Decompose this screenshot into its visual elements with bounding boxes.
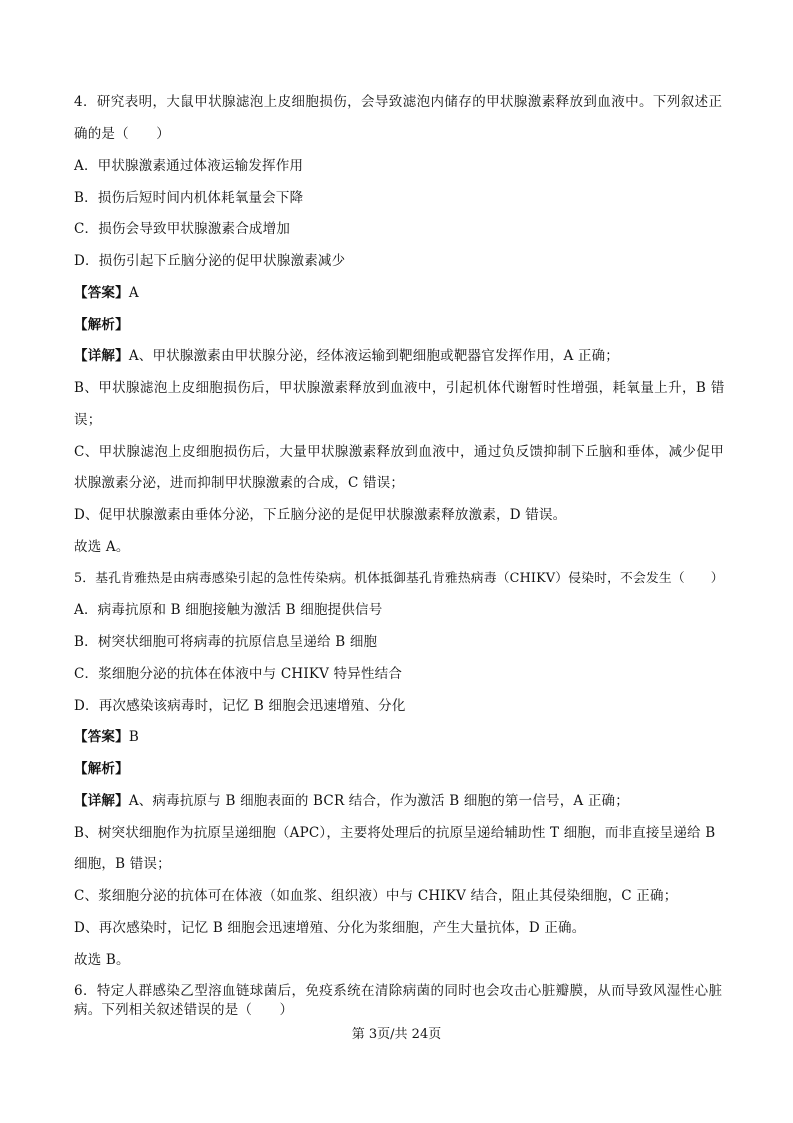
q4-detail-a bbox=[74, 346, 724, 366]
q4-detail-tag: 【详解】 bbox=[74, 348, 129, 364]
q4-answer-value: A bbox=[128, 285, 139, 301]
q4-detail-b-line-2: 误； bbox=[74, 412, 102, 428]
q5-option-c: C．浆细胞分泌的抗体在体液中与 CHIKV 特异性结合 bbox=[74, 666, 403, 682]
q4-detail-c-line-2: 状腺激素分泌，进而抑制甲状腺激素的合成，C 错误； bbox=[74, 475, 405, 491]
q5-detail-a-text: A、病毒抗原与 B 细胞表面的 BCR 结合，作为激活 B 细胞的第一信号，A 正确； bbox=[128, 793, 629, 809]
q4-detail-c-line-1: C、甲状腺滤泡上皮细胞损伤后，大量甲状腺激素释放到血液中，通过负反馈抑制下丘脑和垂体，减少促甲 bbox=[74, 444, 725, 460]
q5-analysis bbox=[74, 759, 724, 779]
q4-option-d: D．损伤引起下丘脑分泌的促甲状腺激素减少 bbox=[74, 253, 346, 269]
q4-stem-line-2: 确的是（ ） bbox=[74, 126, 170, 142]
q4-answer-tag: 【答案】 bbox=[74, 285, 129, 301]
q5-conclusion: 故选 B。 bbox=[74, 952, 130, 968]
q5-option-d: D．再次感染该病毒时，记忆 B 细胞会迅速增殖、分化 bbox=[74, 698, 406, 714]
q5-stem-line-1: 5．基孔肯雅热是由病毒感染引起的急性传染病。机体抵御基孔肯雅热病毒（CHIKV）侵染时，不会发生（ ） bbox=[74, 571, 724, 586]
q4-option-b: B．损伤后短时间内机体耗氧量会下降 bbox=[74, 190, 304, 206]
q4-option-a: A．甲状腺激素通过体液运输发挥作用 bbox=[74, 158, 304, 174]
q5-detail-a bbox=[74, 791, 724, 811]
q4-detail-a-text: A、甲状腺激素由甲状腺分泌，经体液运输到靶细胞或靶器官发挥作用，A 正确； bbox=[128, 348, 620, 364]
q4-analysis bbox=[74, 315, 724, 335]
q5-answer-value: B bbox=[128, 729, 139, 745]
q6-stem-line-2: 病。下列相关叙述错误的是（ ） bbox=[74, 1002, 294, 1018]
q4-stem-line-1: 4．研究表明，大鼠甲状腺滤泡上皮细胞损伤，会导致滤泡内储存的甲状腺激素释放到血液中。下列叙述正 bbox=[74, 94, 723, 110]
q5-detail-b-line-1: B、树突状细胞作为抗原呈递细胞（APC），主要将处理后的抗原呈递给辅助性 T 细胞，而非直接呈递给 B bbox=[74, 825, 716, 841]
q5-answer-tag: 【答案】 bbox=[74, 729, 129, 745]
q5-option-b: B．树突状细胞可将病毒的抗原信息呈递给 B 细胞 bbox=[74, 634, 378, 650]
q5-detail-d: D、再次感染时，记忆 B 细胞会迅速增殖、分化为浆细胞，产生大量抗体，D 正确。 bbox=[74, 920, 586, 936]
q4-conclusion: 故选 A。 bbox=[74, 539, 130, 555]
q5-answer bbox=[74, 727, 724, 747]
q5-detail-tag: 【详解】 bbox=[74, 793, 129, 809]
q4-option-c: C．损伤会导致甲状腺激素合成增加 bbox=[74, 221, 291, 237]
q4-analysis-tag: 【解析】 bbox=[74, 317, 129, 333]
q5-option-a: A．病毒抗原和 B 细胞接触为激活 B 细胞提供信号 bbox=[74, 602, 383, 618]
q5-analysis-tag: 【解析】 bbox=[74, 761, 129, 777]
q5-detail-b-line-2: 细胞，B 错误； bbox=[74, 856, 171, 872]
q4-detail-b-line-1: B、甲状腺滤泡上皮细胞损伤后，甲状腺激素释放到血液中，引起机体代谢暂时性增强，耗氧量上升，B 错 bbox=[74, 380, 725, 396]
q4-answer bbox=[74, 283, 724, 303]
q5-detail-c: C、浆细胞分泌的抗体可在体液（如血浆、组织液）中与 CHIKV 结合，阻止其侵染细胞，C 正确； bbox=[74, 888, 678, 904]
q4-detail-d: D、促甲状腺激素由垂体分泌，下丘脑分泌的是促甲状腺激素释放激素，D 错误。 bbox=[74, 507, 567, 523]
page-footer: 第 3页/共 24页 bbox=[351, 1027, 442, 1042]
q6-stem-line-1: 6．特定人群感染乙型溶血链球菌后，免疫系统在清除病菌的同时也会攻击心脏瓣膜，从而导致风湿性心脏 bbox=[74, 983, 723, 999]
